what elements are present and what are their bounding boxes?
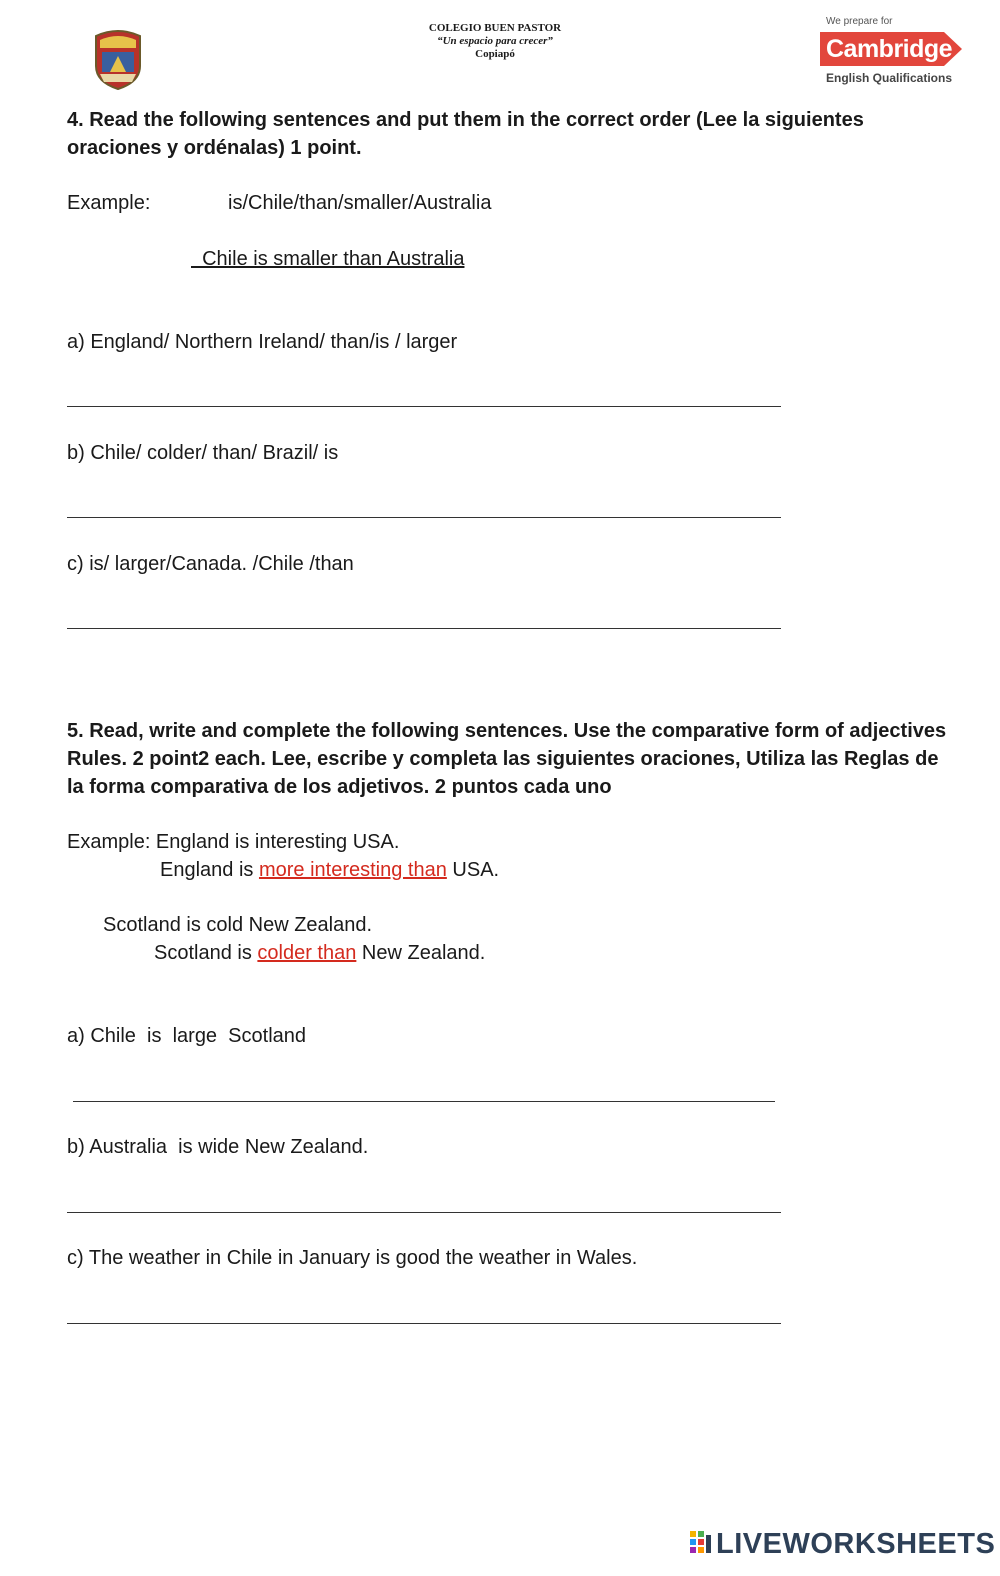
example1-highlight: more interesting than	[258, 859, 447, 881]
liveworksheets-brand[interactable]: LIVEWORKSHEETS	[716, 1528, 996, 1560]
section5-item-b: b) Australia is wide New Zealand.	[67, 1136, 369, 1158]
section5-instruction-line3: la forma comparativa de los adjetivos. 2 puntos cada uno	[67, 776, 612, 798]
section5-answer-line-a[interactable]	[73, 1101, 775, 1102]
section5-example2-prompt: Scotland is cold New Zealand.	[103, 914, 373, 936]
cambridge-logo-word: Cambridge	[826, 35, 953, 63]
example1-pre: England is	[160, 859, 259, 881]
section4-example-label: Example:	[67, 192, 151, 214]
school-city: Copiapó	[475, 48, 515, 60]
section4-example-answer: Chile is smaller than Australia	[191, 248, 465, 270]
example2-pre: Scotland is	[154, 942, 258, 964]
section4-answer-line-c[interactable]	[67, 628, 781, 629]
liveworksheets-logo-icon	[690, 1531, 712, 1555]
school-header	[395, 22, 595, 61]
section4-example-words: is/Chile/than/smaller/Australia	[228, 192, 492, 214]
school-motto: “Un espacio para crecer”	[437, 35, 553, 47]
section5-example2-answer	[154, 939, 485, 967]
section5-example1-prompt: Example: England is interesting USA.	[67, 831, 400, 853]
school-name: COLEGIO BUEN PASTOR	[428, 22, 562, 34]
section4-item-c: c) is/ larger/Canada. /Chile /than	[67, 553, 354, 575]
section4-instruction-line2: oraciones y ordénalas) 1 point.	[67, 137, 362, 159]
cambridge-tagline: We prepare for	[826, 16, 893, 27]
section4-item-a: a) England/ Northern Ireland/ than/is / larger	[67, 331, 458, 353]
section5-answer-line-b[interactable]	[67, 1212, 781, 1213]
section4-item-b: b) Chile/ colder/ than/ Brazil/ is	[67, 442, 339, 464]
example2-highlight: colder than	[257, 942, 357, 964]
school-crest-logo	[92, 26, 144, 90]
section5-item-a: a) Chile is large Scotland	[67, 1025, 307, 1047]
section5-item-c: c) The weather in Chile in January is good the weather in Wales.	[67, 1247, 638, 1269]
example2-post: New Zealand.	[356, 942, 486, 964]
cambridge-subtitle: English Qualifications	[826, 71, 953, 85]
section4-instruction-line1: 4. Read the following sentences and put them in the correct order (Lee la siguientes	[67, 109, 864, 131]
section5-example1-answer	[160, 856, 499, 884]
example1-post: USA.	[446, 859, 500, 881]
section4-answer-line-a[interactable]	[67, 406, 781, 407]
section5-instruction-line2: Rules. 2 point2 each. Lee, escribe y completa las siguientes oraciones, Utiliza las Reglas de	[67, 748, 939, 770]
section5-instruction-line1: 5. Read, write and complete the following sentences. Use the comparative form of adjectives	[67, 720, 947, 742]
section4-answer-line-b[interactable]	[67, 517, 781, 518]
section5-answer-line-c[interactable]	[67, 1323, 781, 1324]
